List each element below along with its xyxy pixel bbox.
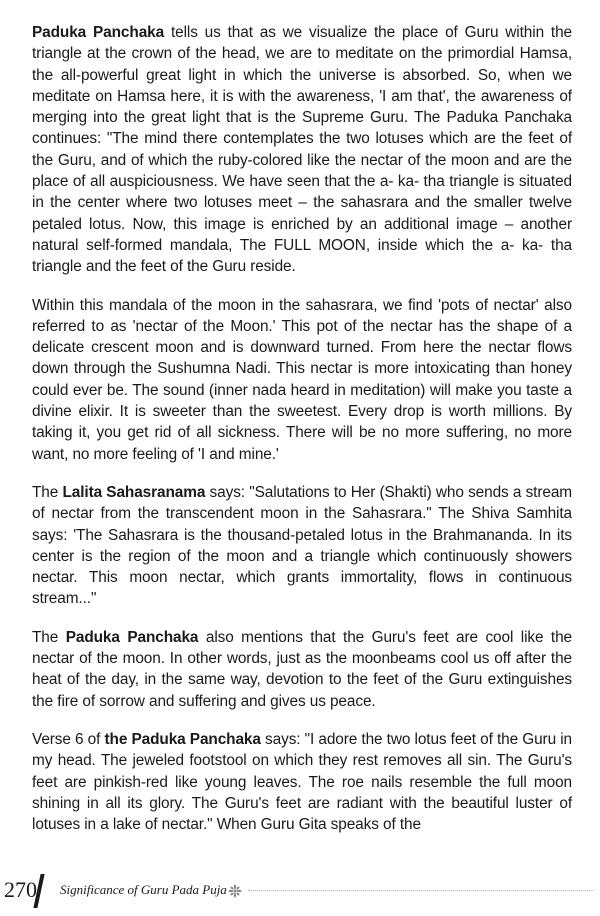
paragraph-4 — [32, 627, 572, 712]
paragraph-3 — [32, 482, 572, 610]
running-title: Significance of Guru Pada Puja — [60, 882, 227, 897]
paragraph-2 — [32, 295, 572, 465]
paragraph-1-lead: Paduka Panchaka — [32, 24, 165, 41]
paragraph-4-lead: Paduka Panchaka — [65, 628, 199, 646]
paragraph-3-text: says: "Salutations to Her (Shakti) who sends a stream of nectar from the transcendent moon in the Sahasrara." The Shiva Samhita says: 'The Sahasrara is the thousand-petaled lotus in the Brahmananda. In its center is the region of the moon and a triangle which continuously showers nectar. This moon nectar, which grants immortality, flows in continuous stream..." — [32, 483, 573, 608]
paragraph-3-pre: The — [32, 483, 63, 501]
paragraph-5-text: says: "I adore the two lotus feet of the Guru in my head. The jeweled footstool on which they rest removes all sin. The Guru's feet are pinkish-red like young leaves. The roe nails resemble the full moon shining in all its glory. The Guru's feet are radiant with the beautiful luster of lotuses in a lake of nectar." When Guru Gita speaks of the — [32, 730, 572, 834]
paragraph-1-text: tells us that as we visualize the place of Guru within the triangle at the crown of the head, we are to meditate on the primordial Hamsa, the all-powerful great light in which the universe is absorbed. So, when we meditate on Hamsa here, it is with the awareness, 'I am that', the awareness of merging into the great light that is the Supreme Guru. The Paduka Panchaka continues: "The mind there contemplates the two lotuses which are the feet of the Guru, and of which the ruby-colored like the nectar of the moon and are the place of all auspiciousness. We have seen that the a- ka- tha triangle is situated in the center where two lotuses meet – the sahasrara and the smaller twelve petaled lotus. Now, this image is enriched by an additional image – another natural self-formed mandala, The FULL MOON, inside which the a- ka- tha triangle and the feet of the Guru reside. — [32, 24, 572, 276]
page-body — [32, 22, 572, 852]
page-footer — [4, 872, 596, 908]
paragraph-5 — [32, 729, 572, 835]
paragraph-3-lead: Lalita Sahasranama — [62, 483, 206, 501]
flower-ornament-icon — [228, 884, 242, 898]
paragraph-2-text: Within this mandala of the moon in the sahasrara, we find 'pots of nectar' also referred to as 'nectar of the Moon.' This pot of the nectar has the shape of a delicate crescent moon and is downward turned. From here the nectar flows down through the Sushumna Nadi. This nectar is more intoxicating than honey could ever be. The sound (inner nada heard in meditation) will make you taste a divine elixir. It is sweeter than the sweetest. Every drop is worth millions. By taking it, you get rid of all sickness. There will be no more suffering, no more want, no more feeling of 'I and mine.' — [32, 296, 572, 463]
paragraph-4-pre: The — [32, 628, 66, 646]
page-number: 270 — [4, 877, 37, 902]
paragraph-5-pre: Verse 6 of — [32, 730, 105, 748]
paragraph-4-text: also mentions that the Guru's feet are cool like the nectar of the moon. In other words, just as the moonbeams cool us off after the heat of the day, in the same way, devotion to the feet of the Guru extinguishes the fire of sorrow and suffering and gives us peace. — [32, 628, 573, 710]
paragraph-1 — [32, 22, 572, 278]
paragraph-5-lead: the Paduka Panchaka — [104, 730, 261, 748]
footer-dotted-rule — [248, 890, 594, 891]
